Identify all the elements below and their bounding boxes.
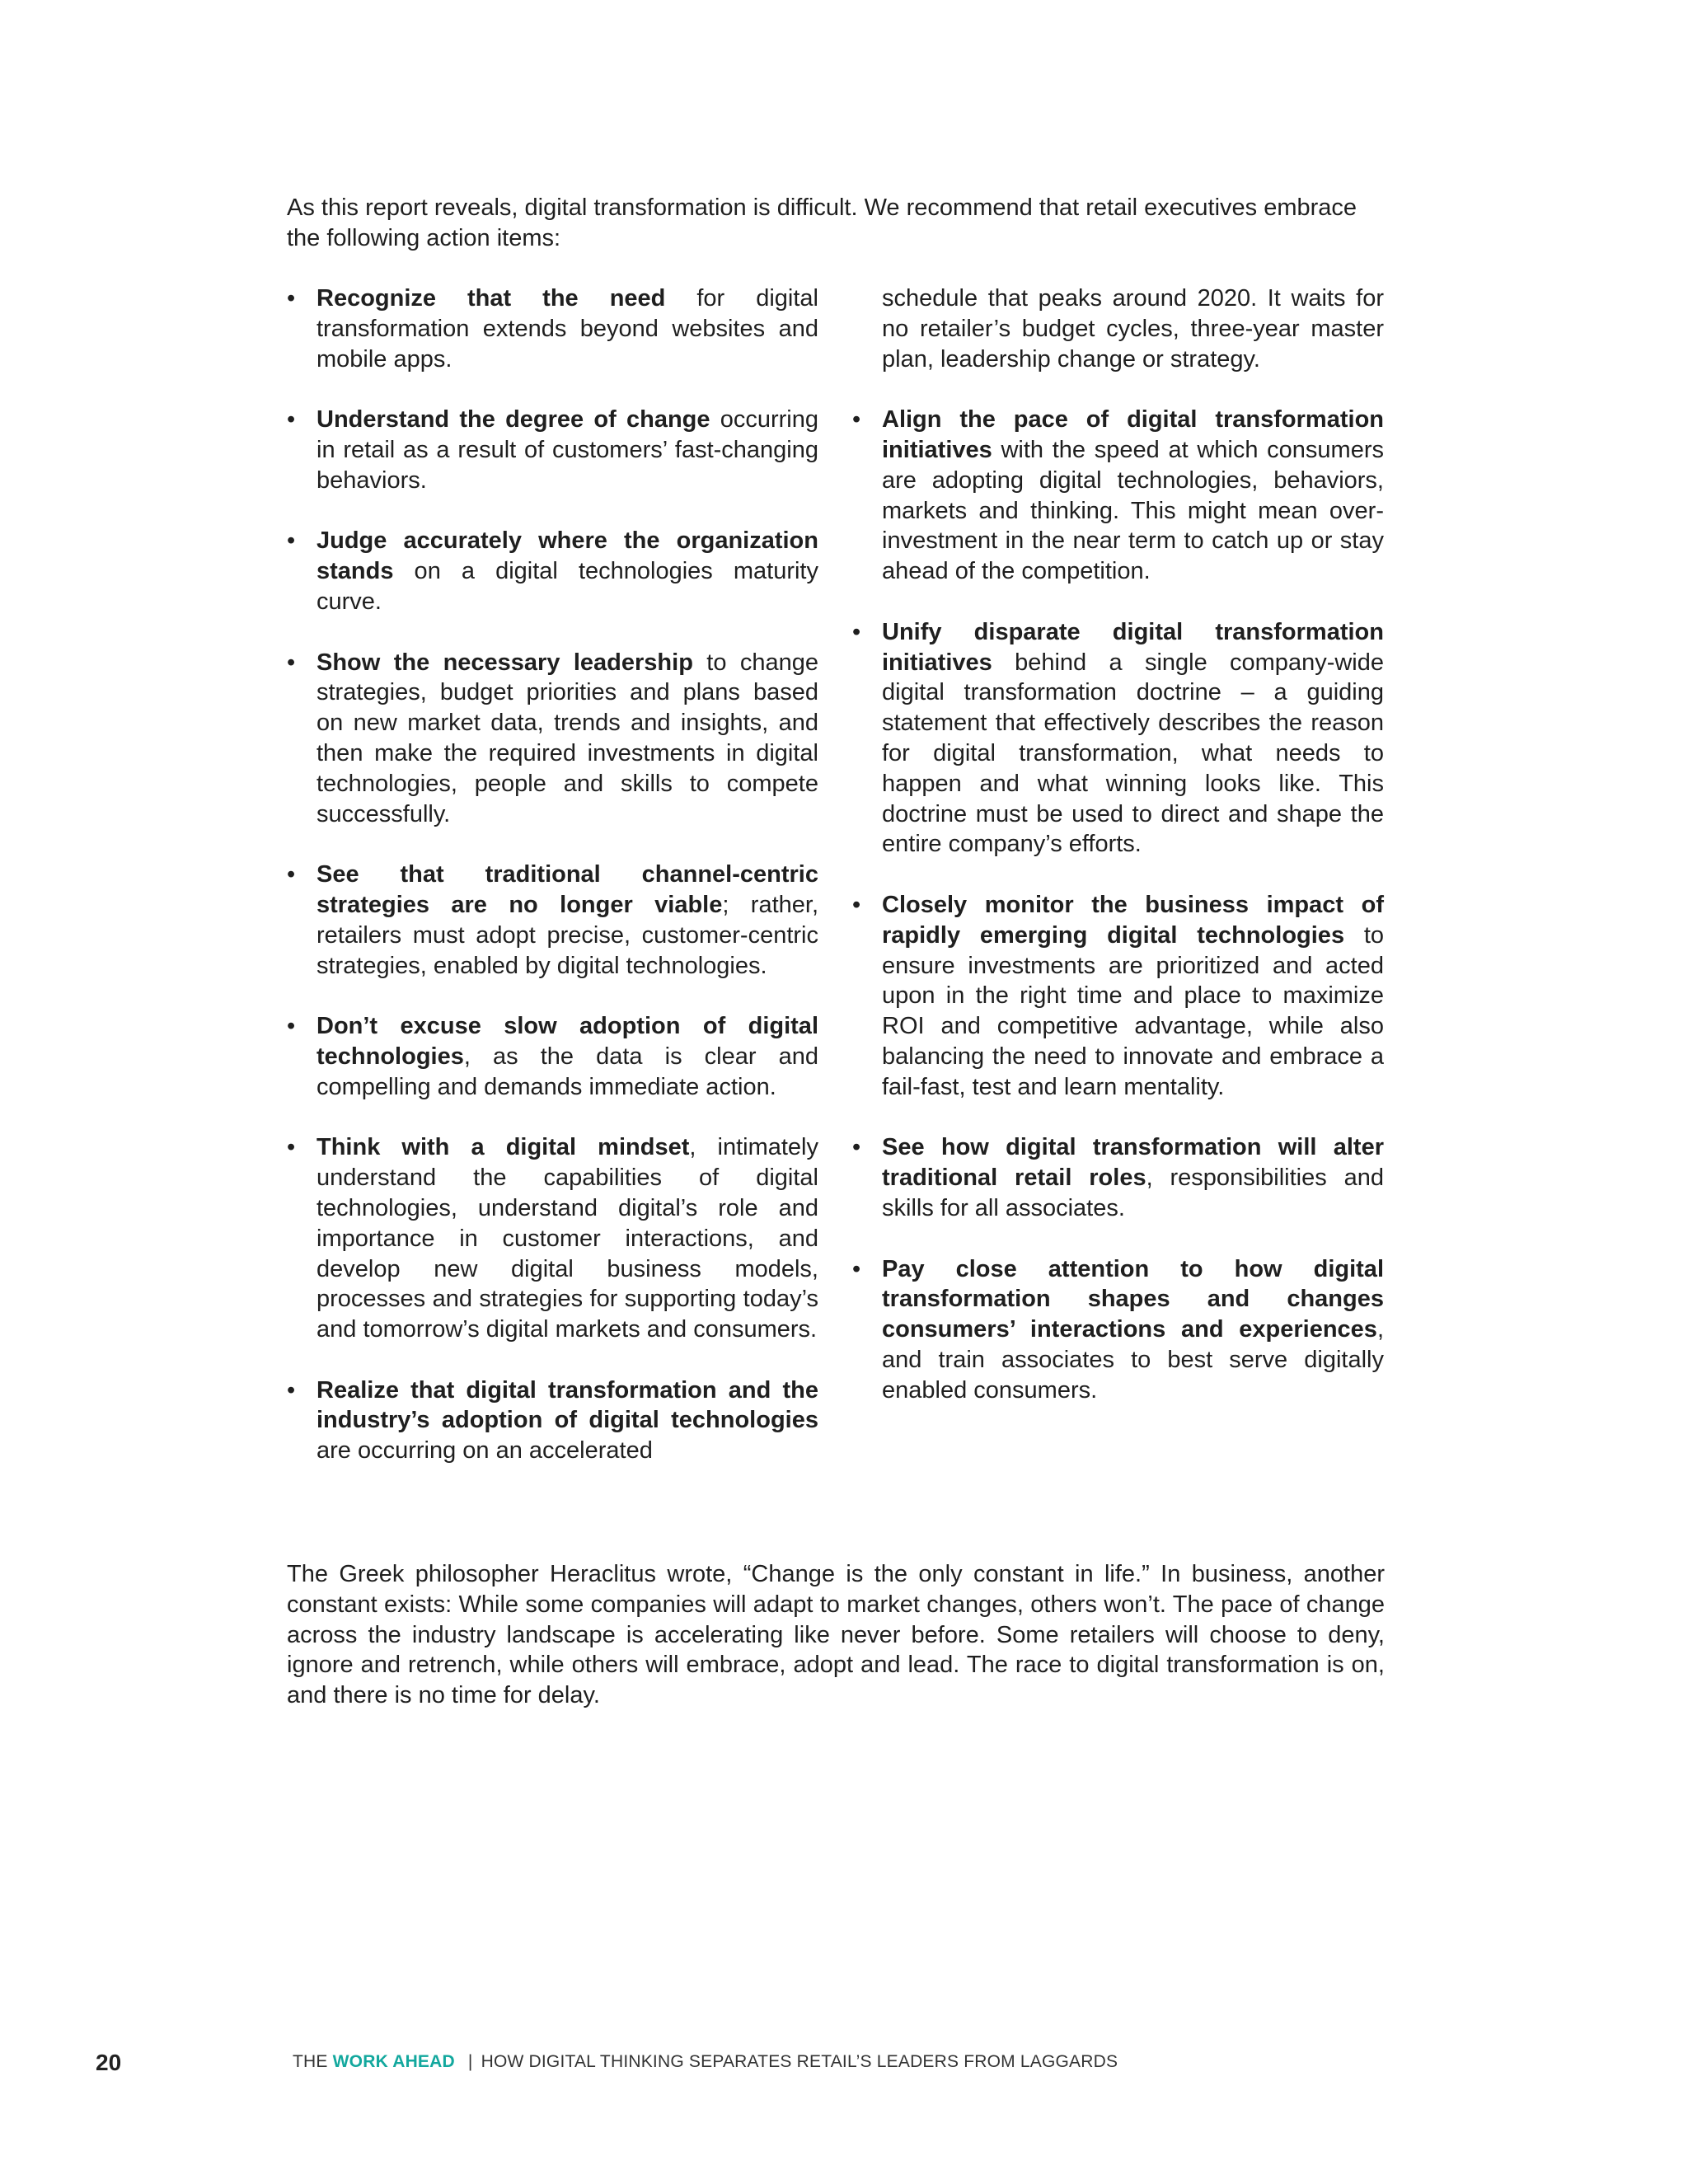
action-item-lead: Understand the degree of change <box>316 406 710 434</box>
action-item-text: with the speed at which consumers are adopting digital technologies, behaviors, markets and thinking. This might mean over-investment in the near term to catch up or stay ahead of the competition. <box>882 436 1384 585</box>
action-item <box>852 405 1384 587</box>
bullet-icon: • <box>852 406 861 434</box>
action-item-text: ; rather, retailers must adopt precise, customer-centric strategies, enabled by digital technologies. <box>316 891 818 979</box>
action-item-text: , as the data is clear and compelling and demands immediate action. <box>316 1043 818 1100</box>
bullet-icon: • <box>852 618 861 645</box>
action-item <box>287 860 818 981</box>
footer-brand: WORK AHEAD <box>332 2052 455 2071</box>
action-item <box>287 1011 818 1102</box>
bullet-icon: • <box>287 1376 296 1404</box>
action-item <box>852 1132 1384 1223</box>
left-column <box>287 284 818 1497</box>
action-item-text: to change strategies, budget priorities and plans based on new market data, trends and insights, and then make the required investments in digital technologies, people and skills to compete successfully. <box>316 649 818 827</box>
action-item <box>852 1254 1384 1406</box>
action-item-lead: Align the pace of digital transformation initiatives <box>882 406 1384 463</box>
action-item-text: , responsibilities and skills for all associates. <box>882 1165 1384 1221</box>
action-item-text: , intimately understand the capabilities of digital technologies, understand digital’s role and importance in customer interactions, and develop new digital business models, processes and strategies for supporting today’s and tomorrow’s digital markets and consumers. <box>316 1134 818 1343</box>
action-item <box>287 526 818 616</box>
action-item <box>852 890 1384 1103</box>
bullet-icon: • <box>287 1013 296 1040</box>
bullet-icon: • <box>852 1134 861 1161</box>
bullet-icon: • <box>287 406 296 434</box>
action-item-text: to ensure investments are prioritized and acted upon in the right time and place to maximize ROI and competitive advantage, while also balancing the need to innovate and embrace a fail-fast, test and learn mentality. <box>882 921 1385 1100</box>
running-footer <box>293 2052 1118 2072</box>
action-item-lead: Judge accurately where the organization stands <box>316 527 818 585</box>
page-number: 20 <box>96 2050 122 2075</box>
bullet-icon: • <box>852 1255 861 1282</box>
bullet-icon: • <box>287 285 296 312</box>
bullet-icon: • <box>287 649 296 676</box>
bullet-icon: • <box>287 1134 296 1161</box>
right-column <box>852 284 1384 1436</box>
closing-paragraph: The Greek philosopher Heraclitus wrote, “Change is the only constant in life.” In business, another constant exists: While some companies will adapt to market changes, others won’t. The pace of change across the industry landscape is accelerating like never before. Some retailers will choose to deny, ignore and retrench, while others will embrace, adopt and lead. The race to digital transformation is on, and there is no time for delay. <box>287 1561 1385 1709</box>
action-item <box>287 284 818 374</box>
action-item-lead: Closely monitor the business impact of rapidly emerging digital technologies <box>882 891 1384 949</box>
action-item-text: are occurring on an accelerated <box>316 1437 653 1465</box>
action-item-lead: Think with a digital mindset <box>316 1134 690 1161</box>
action-item-lead: See that traditional channel-centric strategies are no longer viable <box>316 861 818 918</box>
action-item-text: on a digital technologies maturity curve. <box>316 558 818 615</box>
action-item-lead: Show the necessary leadership <box>316 649 693 676</box>
action-item-lead: Recognize that the need <box>316 285 666 312</box>
intro-paragraph: As this report reveals, digital transformation is difficult. We recommend that retail executives embrace the following action items: <box>287 194 1357 251</box>
action-item <box>287 1376 818 1466</box>
bullet-icon: • <box>852 891 861 918</box>
action-item-lead: Don’t excuse slow adoption of digital technologies <box>316 1013 818 1070</box>
action-item <box>287 405 818 495</box>
action-item-continuation: schedule that peaks around 2020. It waits for no retailer’s budget cycles, three-year master plan, leadership change or strategy. <box>882 285 1384 373</box>
action-item-text: , and train associates to best serve digitally enabled consumers. <box>882 1316 1384 1404</box>
footer-prefix: THE <box>293 2052 328 2071</box>
bullet-icon: • <box>287 527 296 555</box>
action-item-lead: Unify disparate digital transformation initiatives <box>882 618 1384 676</box>
action-item <box>287 648 818 830</box>
footer-separator: | <box>467 2052 473 2071</box>
action-item-lead: See how digital transformation will alter traditional retail roles <box>882 1134 1384 1192</box>
action-item <box>287 1132 818 1345</box>
action-item-text: occurring in retail as a result of customers’ fast-changing behaviors. <box>316 406 819 494</box>
action-item-lead: Pay close attention to how digital transformation shapes and changes consumers’ interactions and experiences <box>882 1255 1384 1343</box>
action-item-text: behind a single company-wide digital transformation doctrine – a guiding statement that effectively describes the reason for digital transformation, what needs to happen and what winning looks like. This doctrine must be used to direct and shape the entire company’s efforts. <box>882 649 1384 858</box>
action-item <box>852 617 1384 860</box>
action-item-lead: Realize that digital transformation and the industry’s adoption of digital technologies <box>316 1376 818 1434</box>
bullet-icon: • <box>287 861 296 888</box>
footer-title: HOW DIGITAL THINKING SEPARATES RETAIL’S LEADERS FROM LAGGARDS <box>481 2052 1118 2071</box>
action-item-text: for digital transformation extends beyond websites and mobile apps. <box>316 285 818 373</box>
